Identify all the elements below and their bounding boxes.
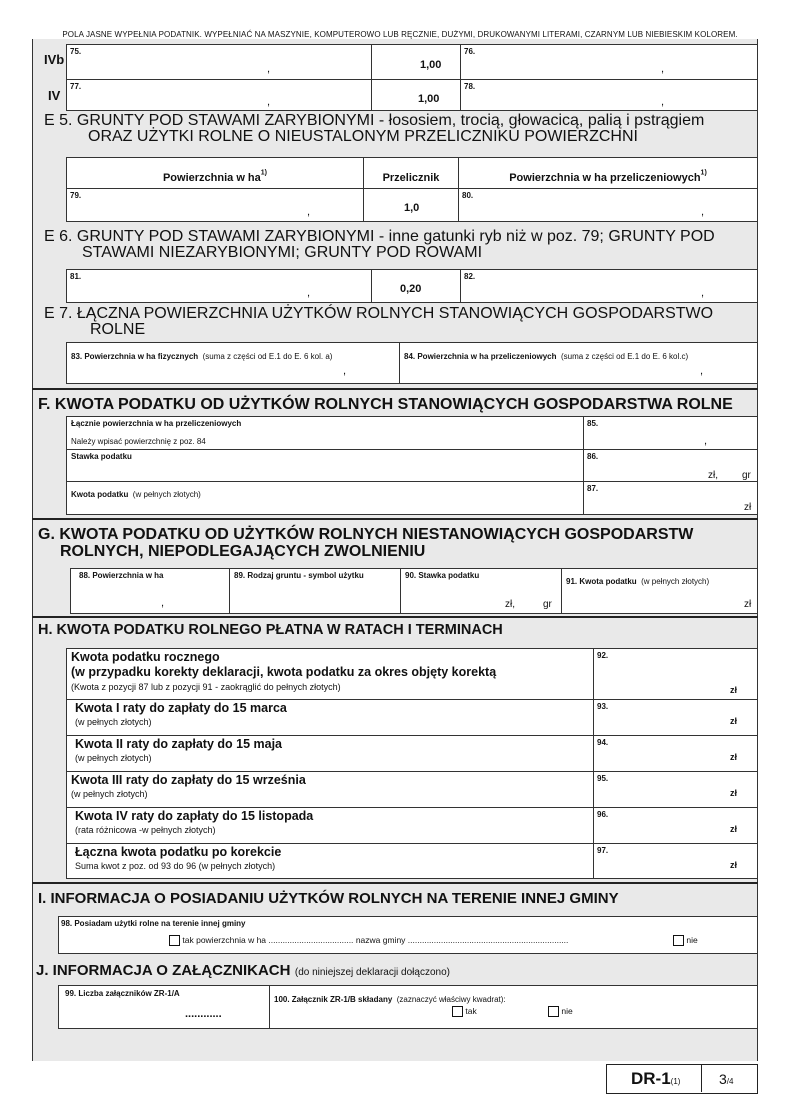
col-header-area: Powierzchnia w $ha^{1)}$ [66,157,364,189]
area-input[interactable]: .................................... [268,935,354,945]
label-installment-4: Kwota IV raty do zapłaty do 15 listopada (rata różnicowa -w pełnych złotych) [66,807,594,844]
col-header-converted: Powierzchnia w ha przeliczeniowych$^{1)}$ [458,157,758,189]
field-80[interactable]: 80. , [458,188,758,222]
field-number: 93. [597,702,609,711]
divider [32,388,758,390]
label-installment-2: Kwota II raty do zapłaty do 15 maja (w pełnych złotych) [66,735,594,772]
checkbox-zr1b-nie[interactable] [548,1006,559,1017]
label-tax-amount: Kwota podatku (w pełnych złotych) [66,481,584,515]
multiplier-e6: 0,20 [371,269,461,303]
field-86[interactable]: 86. zł, gr [583,449,758,482]
field-89[interactable]: 89. Rodzaj gruntu - symbol użytku [229,568,401,614]
field-number: 80. [462,191,474,200]
label-annual-tax: Kwota podatku rocznego (w przypadku korekty deklaracji, kwota podatku za okres objęty korektą (Kwota z pozycji 87 lub z pozycji 91 - zaokrąglić do pełnych złotych) [66,648,594,700]
label-tax-rate: Stawka podatku [66,449,584,482]
field-number: 78. [464,82,476,91]
field-79[interactable]: 79. , [66,188,364,222]
section-e5-title-2: ORAZ UŻYTKI ROLNE O NIEUSTALONYM PRZELICZNIKU POWIERZCHNI [88,128,638,145]
field-87[interactable]: 87. zł [583,481,758,515]
page-number: 3 [719,1071,727,1087]
multiplier-e5: 1,0 [363,188,459,222]
footer-box: DR-1(1) 3/4 [606,1064,758,1094]
field-number: 77. [70,82,82,91]
field-number: 82. [464,272,476,281]
divider [32,882,758,884]
col-header-multiplier: Przelicznik [363,157,459,189]
field-91[interactable]: 91. Kwota podatku (w pełnych złotych) zł [561,568,758,614]
section-e5-title: E 5. GRUNTY POD STAWAMI ZARYBIONYMI - łososiem, trocią, głowacicą, palią i pstrągiem [44,112,705,129]
checkbox-tak[interactable] [169,935,180,946]
multiplier-ivb: 1,00 [371,44,461,80]
section-g-title-2: ROLNYCH, NIEPODLEGAJĄCYCH ZWOLNIENIU [60,543,426,560]
field-number: 95. [597,774,609,783]
field-number: 76. [464,47,476,56]
field-88[interactable]: 88. Powierzchnia w ha , [70,568,230,614]
divider [32,518,758,520]
class-label-iv: IV [48,88,61,103]
section-e6-title-2: STAWAMI NIEZARYBIONYMI; GRUNTY POD ROWAMI [82,244,483,261]
section-f-title: F. KWOTA PODATKU OD UŻYTKÓW ROLNYCH STANOWIĄCYCH GOSPODARSTWA ROLNE [38,396,733,413]
section-g-title: G. KWOTA PODATKU OD UŻYTKÓW ROLNYCH NIESTANOWIĄCYCH GOSPODARSTW [38,526,694,543]
field-90[interactable]: 90. Stawka podatku zł, gr [400,568,562,614]
field-84[interactable]: 84. Powierzchnia w ha przeliczeniowych (suma z części od E.1 do E. 6 kol.c) , [399,342,758,384]
field-100: 100. Załącznik ZR-1/B składany (zaznaczyć właściwy kwadrat): tak nie [269,985,758,1029]
field-number: 97. [597,846,609,855]
checkbox-nie[interactable] [673,935,684,946]
field-99[interactable]: 99. Liczba załączników ZR-1/A ............ [58,985,270,1029]
label-total-area: Łącznie powierzchnia w ha przeliczeniowych Należy wpisać powierzchnię z poz. 84 [66,416,584,450]
gmina-input[interactable]: .................................................................... [407,935,569,945]
multiplier-iv: 1,00 [371,79,461,111]
field-number: 87. [587,484,599,493]
field-78[interactable]: 78. , [460,79,758,111]
field-number: 79. [70,191,82,200]
field-85[interactable]: 85. , [583,416,758,450]
field-92[interactable]: 92. zł [593,648,758,700]
section-e7-title-2: ROLNE [90,321,146,338]
field-83[interactable]: 83. Powierzchnia w ha fizycznych (suma z części od E.1 do E. 6 kol. a) , [66,342,400,384]
label-installment-3: Kwota III raty do zapłaty do 15 września (w pełnych złotych) [66,771,594,808]
field-95[interactable]: 95. zł [593,771,758,808]
field-number: 92. [597,651,609,660]
label-total-after-correction: Łączna kwota podatku po korekcie Suma kwot z poz. od 93 do 96 (w pełnych złotych) [66,843,594,879]
field-number: 94. [597,738,609,747]
section-h-title: H. KWOTA PODATKU ROLNEGO PŁATNA W RATACH I TERMINACH [38,622,503,638]
field-number: 75. [70,47,82,56]
field-98: 98. Posiadam użytki rolne na terenie innej gminy tak powierzchnia w ha .................................... nazwa gminy .................................................................... nie [58,916,758,954]
label-installment-1: Kwota I raty do zapłaty do 15 marca (w pełnych złotych) [66,699,594,736]
field-94[interactable]: 94. zł [593,735,758,772]
section-i-title: I. INFORMACJA O POSIADANIU UŻYTKÓW ROLNYCH NA TERENIE INNEJ GMINY [38,890,619,907]
field-81[interactable]: 81. , [66,269,372,303]
field-93[interactable]: 93. zł [593,699,758,736]
section-e6-title: E 6. GRUNTY POD STAWAMI ZARYBIONYMI - inne gatunki ryb niż w poz. 79; GRUNTY POD [44,228,715,245]
section-j-heading: J. INFORMACJA O ZAŁĄCZNIKACH (do niniejszej deklaracji dołączono) [36,962,450,979]
field-96[interactable]: 96. zł [593,807,758,844]
header-instruction: POLA JASNE WYPEŁNIA PODATNIK. WYPEŁNIAĆ NA MASZYNIE, KOMPUTEROWO LUB RĘCZNIE, DUŻYMI, DRUKOWANYMI LITERAMI, CZARNYM LUB NIEBIESKIM KOLOREM. [62,30,738,39]
form-code: DR-1 [631,1069,671,1088]
field-76[interactable]: 76. , [460,44,758,80]
field-number: 96. [597,810,609,819]
field-97[interactable]: 97. zł [593,843,758,879]
checkbox-zr1b-tak[interactable] [452,1006,463,1017]
field-77[interactable]: 77. , [66,79,372,111]
section-j-title: J. INFORMACJA O ZAŁĄCZNIKACH [36,962,291,979]
field-82[interactable]: 82. , [460,269,758,303]
class-label-ivb: IVb [44,52,65,67]
section-e7-title: E 7. ŁĄCZNA POWIERZCHNIA UŻYTKÓW ROLNYCH STANOWIĄCYCH GOSPODARSTWO [44,305,714,322]
field-number: 86. [587,452,599,461]
field-number: 81. [70,272,82,281]
field-number: 85. [587,419,599,428]
field-75[interactable]: 75. , [66,44,372,80]
divider [32,616,758,618]
